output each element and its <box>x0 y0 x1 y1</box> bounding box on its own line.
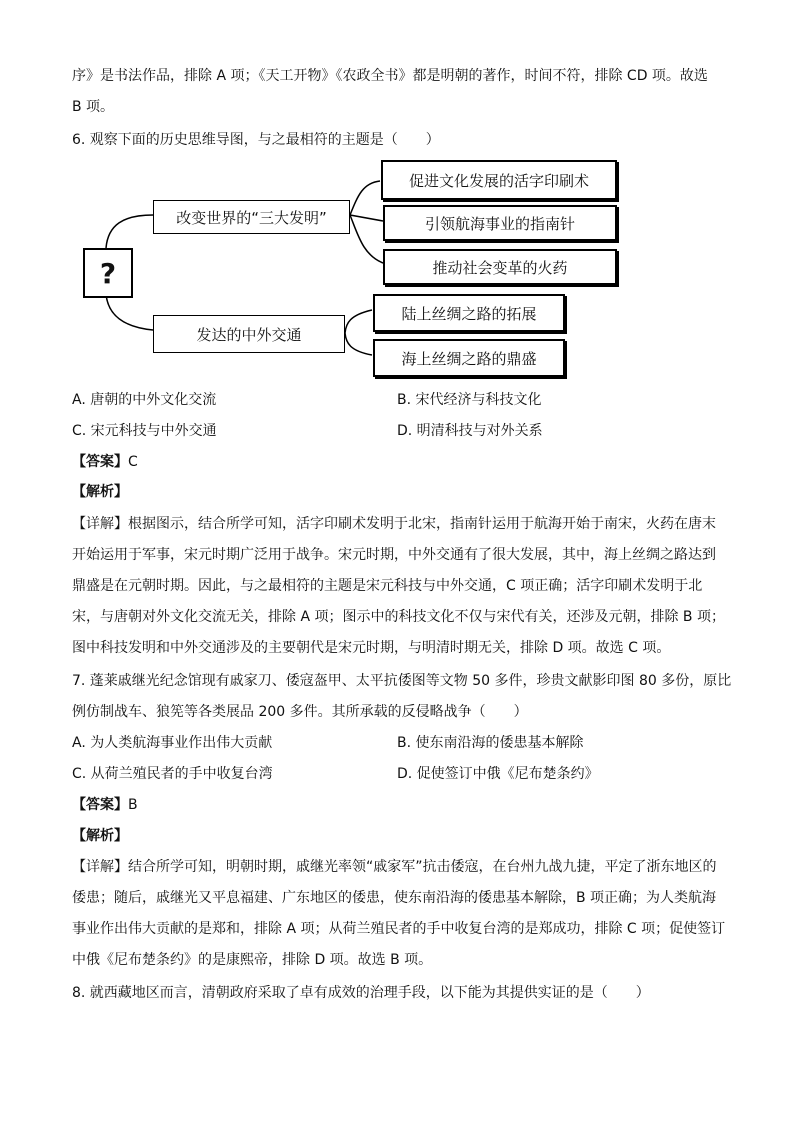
q6-option-b: B. 宋代经济与科技文化 <box>397 392 542 408</box>
mind-map-diagram <box>78 155 618 380</box>
question-7-stem-line-1: 7. 蓬莱戚继光纪念馆现有戚家刀、倭寇盔甲、太平抗倭图等文物 50 多件，珍贵文献影印图 80 多份，原比 <box>72 673 732 689</box>
q7-detail-line-2: 倭患；随后，戚继光又平息福建、广东地区的倭患，使东南沿海的倭患基本解除，B 项正确；为人类航海 <box>72 890 717 906</box>
q6-detail-line-4: 宋，与唐朝对外文化交流无关，排除 A 项；图示中的科技文化不仅与宋代有关，还涉及元朝，排除 B 项； <box>72 609 725 625</box>
q6-detail-line-1: 【详解】根据图示，结合所学可知，活字印刷术发明于北宋，指南针运用于航海开始于南宋，火药在唐末 <box>72 516 716 532</box>
leaf-compass: 引领航海事业的指南针 <box>383 205 617 241</box>
connector-root-branch2 <box>106 294 153 330</box>
q7-option-a: A. 为人类航海事业作出伟大贡献 <box>72 735 273 751</box>
q7-answer <box>72 795 138 815</box>
branch-foreign-transport: 发达的中外交通 <box>153 315 345 353</box>
prev-answer-line-1: 序》是书法作品，排除 A 项；《天工开物》《农政全书》都是明朝的著作，时间不符，排除 CD 项。故选 <box>72 68 708 84</box>
root-question-box: ? <box>83 248 133 298</box>
connector-branch1-leaves <box>350 181 383 263</box>
prev-answer-line-2: B 项。 <box>72 99 115 115</box>
q6-detail-line-3: 鼎盛是在元朝时期。因此，与之最相符的主题是宋元科技与中外交通，C 项正确；活字印刷术发明于北 <box>72 578 703 594</box>
connector-root-branch1 <box>106 215 153 248</box>
q7-option-d: D. 促使签订中俄《尼布楚条约》 <box>397 766 599 782</box>
connector-branch1-leaf2 <box>350 215 383 221</box>
leaf-maritime-silk-road: 海上丝绸之路的鼎盛 <box>373 339 565 377</box>
q7-answer-value: B <box>128 797 138 813</box>
q7-detail-line-3: 事业作出伟大贡献的是郑和，排除 A 项；从荷兰殖民者的手中收复台湾的是郑成功，排除 C 项；促使签订 <box>72 921 726 937</box>
q6-option-c: C. 宋元科技与中外交通 <box>72 423 217 439</box>
q7-answer-label: 【答案】 <box>72 797 128 813</box>
leaf-movable-type-printing: 促进文化发展的活字印刷术 <box>381 160 617 200</box>
q7-detail-line-1: 【详解】结合所学可知，明朝时期，戚继光率领“戚家军”抗击倭寇，在台州九战九捷，平定了浙东地区的 <box>72 859 717 875</box>
q6-answer-value: C <box>128 454 138 470</box>
q6-option-a: A. 唐朝的中外文化交流 <box>72 392 217 408</box>
q6-answer-label: 【答案】 <box>72 454 128 470</box>
q6-detail-line-5: 图中科技发明和中外交通涉及的主要朝代是宋元时期，与明清时期无关，排除 D 项。故选 C 项。 <box>72 640 671 656</box>
leaf-land-silk-road: 陆上丝绸之路的拓展 <box>373 294 565 332</box>
q6-answer <box>72 452 138 472</box>
q7-option-b: B. 使东南沿海的倭患基本解除 <box>397 735 584 751</box>
question-6-stem: 6. 观察下面的历史思维导图，与之最相符的主题是（ ） <box>72 132 440 148</box>
leaf-gunpowder: 推动社会变革的火药 <box>383 249 617 285</box>
q7-analysis-label: 【解析】 <box>72 828 128 844</box>
question-8-stem: 8. 就西藏地区而言，清朝政府采取了卓有成效的治理手段，以下能为其提供实证的是（ ） <box>72 985 650 1001</box>
connector-branch2-leaves <box>345 310 372 355</box>
q6-detail-line-2: 开始运用于军事，宋元时期广泛用于战争。宋元时期，中外交通有了很大发展，其中，海上丝绸之路达到 <box>72 547 716 563</box>
q7-option-c: C. 从荷兰殖民者的手中收复台湾 <box>72 766 273 782</box>
q6-option-d: D. 明清科技与对外关系 <box>397 423 543 439</box>
branch-three-inventions: 改变世界的“三大发明” <box>153 200 350 234</box>
q7-detail-line-4: 中俄《尼布楚条约》的是康熙帝，排除 D 项。故选 B 项。 <box>72 952 433 968</box>
q6-analysis-label: 【解析】 <box>72 484 128 500</box>
question-7-stem-line-2: 例仿制战车、狼筅等各类展品 200 多件。其所承载的反侵略战争（ ） <box>72 704 528 720</box>
